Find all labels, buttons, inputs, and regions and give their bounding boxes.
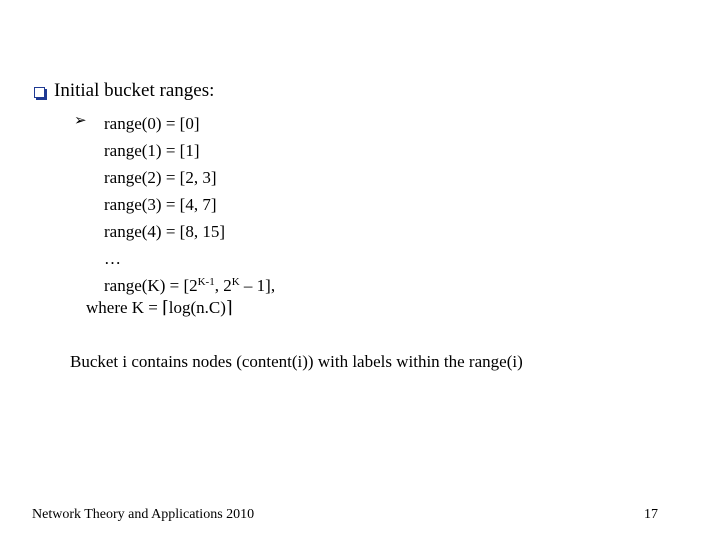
range-item: range(3) = [4, 7] xyxy=(104,195,217,214)
ceil-right: ⌉ xyxy=(225,298,233,317)
range-item: range(1) = [1] xyxy=(104,141,200,160)
range-k-mid: , 2 xyxy=(214,276,232,295)
checkbox-bullet-icon xyxy=(34,87,45,98)
range-k-suffix: – 1], xyxy=(239,276,276,295)
where-clause xyxy=(86,298,233,318)
range-k-exp2: K xyxy=(231,276,240,288)
ceil-left: ⌈ xyxy=(162,298,169,317)
heading-bullet xyxy=(34,80,214,102)
heading: Initial bucket ranges: xyxy=(54,80,215,101)
range-k-item xyxy=(104,272,275,299)
footer-text: Network Theory and Applications 2010 xyxy=(32,507,255,522)
where-expr: log(n.C) xyxy=(168,298,226,317)
range-item: range(2) = [2, 3] xyxy=(104,168,217,187)
where-prefix: where K = xyxy=(86,298,163,317)
page-number: 17 xyxy=(644,507,658,522)
ellipsis: … xyxy=(104,249,121,268)
range-k-prefix: range(K) = [2 xyxy=(104,276,198,295)
bucket-description: Bucket i contains nodes (content(i)) with labels within the range(i) xyxy=(70,352,523,371)
range-k-exp1: K-1 xyxy=(197,276,215,288)
arrow-bullet-icon: ➢ xyxy=(74,113,87,129)
range-item: range(4) = [8, 15] xyxy=(104,222,225,241)
range-list xyxy=(104,110,275,299)
range-item: range(0) = [0] xyxy=(104,114,200,133)
